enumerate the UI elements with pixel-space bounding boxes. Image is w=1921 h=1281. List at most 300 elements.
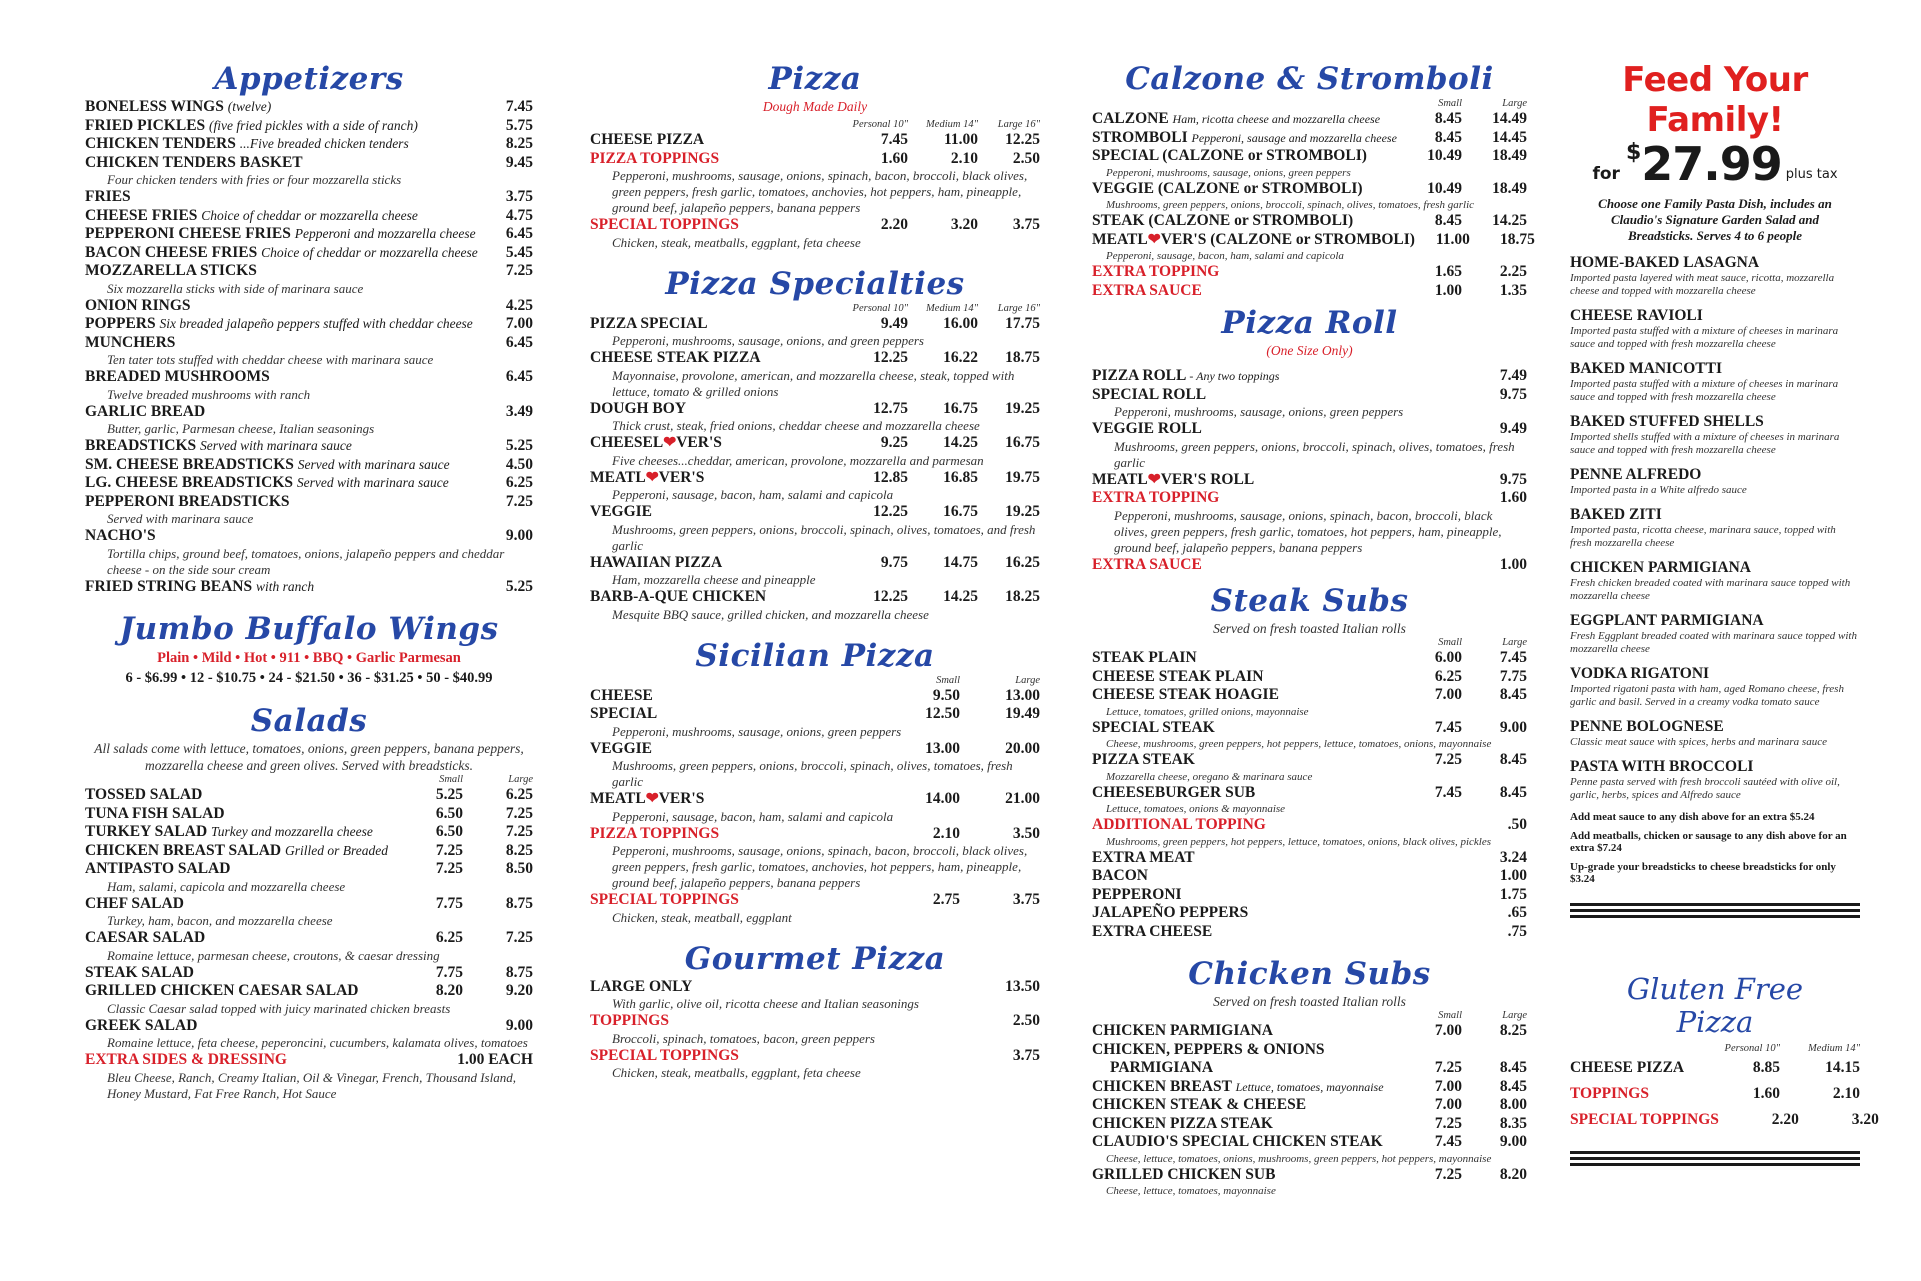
item-description: Ham, mozzarella cheese and pineapple	[612, 572, 816, 587]
family-dish-desc: Fresh Eggplant breaded coated with marinara sauce topped with mozzarella cheese	[1570, 630, 1857, 655]
item-name: GRILLED CHICKEN SUB	[1092, 1165, 1276, 1183]
item-price: 8.45	[1434, 110, 1462, 127]
item-note: (twelve)	[227, 99, 272, 114]
item-price: 12.25	[873, 349, 908, 366]
col-personal-label: Personal 10"	[852, 119, 908, 130]
item-price: 8.45	[1434, 128, 1462, 146]
item-price: 14.45	[1492, 128, 1527, 146]
family-dish	[1570, 559, 1860, 603]
menu-item-row	[1092, 686, 1527, 705]
family-dish	[1570, 254, 1860, 298]
item-price: 2.50	[1012, 1012, 1040, 1029]
menu-item-row	[1092, 1041, 1527, 1060]
item-note: Served with marinara sauce	[200, 438, 352, 453]
item-price: 12.25	[873, 503, 908, 520]
item-description: Mushrooms, green peppers, onions, broccoli, spinach, olives, tomatoes, and fresh garlic	[612, 521, 1036, 553]
item-name: TOSSED SALAD	[85, 786, 203, 803]
item-description: Chicken, steak, meatballs, eggplant, feta cheese	[612, 234, 861, 250]
item-name: PEPPERONI BREADSTICKS	[85, 492, 290, 510]
menu-item-row	[85, 860, 533, 879]
salad-extra-desc: Bleu Cheese, Ranch, Creamy Italian, Oil & Vinegar, French, Thousand Island, Honey Mustard, Fat Free Ranch, Hot Sauce	[107, 1069, 516, 1101]
item-price: 8.25	[505, 841, 533, 859]
item-price: 12.25	[873, 588, 908, 605]
item-name: EXTRA SAUCE	[1092, 281, 1202, 299]
item-description: Pepperoni, sausage, bacon, ham, salami and capicola	[612, 808, 894, 824]
menu-item-row	[1092, 719, 1527, 738]
item-description: Pepperoni, mushrooms, sausage, onions, green peppers	[1114, 404, 1404, 419]
item-price: 8.45	[1499, 1059, 1527, 1076]
item-name: CHEF SALAD	[85, 894, 184, 912]
col-large-label: Large 16"	[997, 302, 1040, 314]
menu-item-row	[1092, 784, 1527, 803]
menu-item-row	[1092, 1078, 1527, 1097]
item-price: .50	[1507, 816, 1527, 833]
item-price: 16.25	[1005, 553, 1040, 571]
family-extras	[1570, 811, 1860, 885]
item-name: VEGGIE ROLL	[1092, 420, 1202, 437]
item-price: 1.35	[1499, 281, 1527, 299]
item-name: CHICKEN TENDERS BASKET	[85, 153, 303, 171]
item-description: Lettuce, tomatoes, grilled onions, mayonnaise	[1106, 705, 1309, 718]
item-name: EXTRA MEAT	[1092, 848, 1195, 866]
menu-item-row	[85, 964, 533, 983]
item-description: Twelve breaded mushrooms with ranch	[107, 386, 311, 402]
item-price: 6.00	[1434, 649, 1462, 666]
item-price: 16.22	[943, 349, 978, 366]
item-name: MEATL❤VER'S	[590, 790, 705, 807]
item-name: ANTIPASTO SALAD	[85, 860, 231, 877]
item-price: 8.25	[505, 135, 533, 152]
col-medium-label: Medium 14"	[1808, 1043, 1860, 1054]
item-name: VEGGIE (CALZONE or STROMBOLI)	[1092, 179, 1363, 197]
item-price: 21.00	[1005, 790, 1040, 807]
divider-lines	[1570, 903, 1860, 919]
menu-item-row	[1092, 386, 1527, 405]
menu-item-row	[1092, 282, 1527, 301]
item-price: 2.20	[880, 216, 908, 233]
item-name: BONELESS WINGS (twelve)	[85, 98, 272, 115]
item-name: CHICKEN BREAST SALAD Grilled or Breaded	[85, 841, 388, 859]
item-name: LARGE ONLY	[590, 977, 693, 995]
item-price: 9.00	[505, 1016, 533, 1034]
family-dish-name: PASTA WITH BROCCOLI	[1570, 758, 1754, 775]
menu-item-row	[85, 244, 533, 263]
menu-item-row	[85, 403, 533, 422]
menu-item-row	[1092, 420, 1527, 439]
family-price-line	[1570, 137, 1860, 191]
col-medium-label: Medium 14"	[926, 119, 978, 130]
menu-item-row	[1092, 129, 1527, 148]
item-name: EXTRA TOPPING	[1092, 489, 1220, 506]
item-price: 14.15	[1825, 1059, 1860, 1076]
chicken-subs-subtitle: Served on fresh toasted Italian rolls	[1213, 994, 1406, 1009]
item-description: Tortilla chips, ground beef, tomatoes, onions, jalapeño peppers and cheddar cheese - on the side sour cream	[107, 545, 505, 577]
item-price: 3.75	[1012, 216, 1040, 233]
item-name: MUNCHERS	[85, 333, 176, 351]
menu-item-row	[1092, 110, 1527, 129]
item-price: 14.25	[943, 434, 978, 451]
item-name: PIZZA ROLL - Any two toppings	[1092, 367, 1280, 384]
item-name: SPECIAL STEAK	[1092, 718, 1215, 736]
item-price: 13.00	[1005, 686, 1040, 704]
item-name: CHEESEBURGER SUB	[1092, 783, 1256, 801]
item-name: PARMIGIANA	[1110, 1059, 1214, 1076]
family-dish-name: PENNE BOLOGNESE	[1570, 718, 1724, 735]
calzone-title: Calzone & Stromboli	[1125, 61, 1494, 97]
item-price: 19.75	[1005, 468, 1040, 486]
family-dish	[1570, 360, 1860, 404]
menu-item-row	[1570, 1107, 1879, 1133]
item-name: CAESAR SALAD	[85, 929, 206, 946]
item-description: Mushrooms, green peppers, onions, broccoli, spinach, olives, tomatoes, fresh garlic	[1114, 438, 1515, 470]
item-price: 11.00	[943, 131, 978, 148]
item-description: Served with marinara sauce	[107, 511, 254, 526]
family-list	[1570, 254, 1860, 802]
family-title: Feed Your Family!	[1622, 60, 1808, 140]
item-price: 5.25	[505, 577, 533, 595]
item-note: Pepperoni, sausage and mozzarella cheese	[1191, 130, 1397, 145]
item-price: 5.25	[435, 786, 463, 803]
heart-icon: ❤	[1147, 470, 1161, 488]
item-price: 3.49	[505, 402, 533, 420]
item-description: Turkey, ham, bacon, and mozzarella cheese	[107, 913, 333, 928]
item-name: TURKEY SALAD Turkey and mozzarella cheese	[85, 823, 373, 840]
item-name: CHICKEN BREAST Lettuce, tomatoes, mayonnaise	[1092, 1077, 1384, 1095]
menu-item-row	[1092, 263, 1527, 282]
col-large-label: Large 16"	[997, 119, 1040, 130]
item-price: 6.50	[435, 823, 463, 840]
item-price: 1.65	[1434, 263, 1462, 280]
item-price: 8.20	[435, 982, 463, 999]
item-price: 7.00	[1434, 1077, 1462, 1095]
appetizers-list	[85, 98, 533, 596]
family-extra-note: Add meatballs, chicken or sausage to any dish above for an extra $7.24	[1570, 830, 1847, 854]
menu-item-row	[1092, 849, 1527, 868]
menu-item-row	[1092, 649, 1527, 668]
item-price: 7.25	[505, 804, 533, 822]
menu-item-row	[1092, 212, 1527, 231]
col-small-label: Small	[936, 674, 960, 686]
item-price: 18.75	[1005, 349, 1040, 366]
roll-subtitle: (One Size Only)	[1266, 343, 1353, 358]
item-price: 19.49	[1005, 705, 1040, 722]
item-price: 1.60	[1499, 489, 1527, 506]
item-description: Cheese, lettuce, tomatoes, mayonnaise	[1106, 1185, 1276, 1197]
menu-item-row	[85, 474, 533, 493]
menu-item-row	[590, 554, 1040, 573]
item-name: VEGGIE	[590, 503, 653, 520]
menu-item-row	[85, 895, 533, 914]
item-price: 18.49	[1492, 147, 1527, 164]
family-dish-desc: Imported pasta layered with meat sauce, ricotta, mozzarella cheese and topped with mozzarella cheese	[1570, 272, 1835, 297]
item-description: Broccoli, spinach, tomatoes, bacon, green peppers	[612, 1030, 875, 1046]
item-description: Thick crust, steak, fried onions, cheddar cheese and mozzarella cheese	[612, 418, 980, 433]
item-name: ADDITIONAL TOPPING	[1092, 816, 1266, 833]
menu-item-row	[1092, 867, 1527, 886]
item-price: 10.49	[1427, 179, 1462, 197]
family-dish	[1570, 413, 1860, 457]
menu-item-row	[1092, 751, 1527, 770]
col-medium-label: Medium 14"	[926, 302, 978, 314]
family-dish-desc: Imported pasta, ricotta cheese, marinara sauce, topped with fresh mozzarella cheese	[1570, 524, 1836, 549]
sicilian-size-header	[590, 675, 1040, 687]
menu-item-row	[85, 437, 533, 456]
col-small-label: Small	[1438, 1010, 1462, 1021]
item-price: 7.49	[1499, 367, 1527, 384]
item-price: 2.20	[1771, 1111, 1799, 1128]
item-name: CALZONE Ham, ricotta cheese and mozzarella cheese	[1092, 110, 1381, 127]
item-price: 8.45	[1499, 783, 1527, 801]
item-price: 1.60	[1752, 1085, 1780, 1102]
item-price: 6.45	[505, 333, 533, 351]
item-name: CHEESE PIZZA	[1570, 1059, 1685, 1076]
salads-title: Salads	[250, 703, 368, 739]
item-price: 8.85	[1752, 1059, 1780, 1076]
menu-item-row	[1570, 1081, 1860, 1107]
item-name: PEPPERONI	[1092, 885, 1182, 903]
item-description: Classic Caesar salad topped with juicy marinated chicken breasts	[107, 1000, 451, 1016]
salad-extra-name: EXTRA SIDES & DRESSING	[85, 1051, 287, 1068]
heart-icon: ❤	[645, 468, 659, 486]
item-price: 9.00	[505, 527, 533, 544]
item-name: SPECIAL ROLL	[1092, 385, 1207, 403]
item-name: TOPPINGS	[1570, 1085, 1649, 1102]
item-price: 1.00	[1499, 867, 1527, 884]
item-note: ...Five breaded chicken tenders	[239, 136, 409, 151]
menu-item-row	[590, 1012, 1040, 1031]
item-description: Mushrooms, green peppers, onions, broccoli, spinach, olives, tomatoes, fresh garlic	[1106, 199, 1475, 211]
item-description: Butter, garlic, Parmesan cheese, Italian seasonings	[107, 421, 375, 436]
item-price: 8.45	[1499, 686, 1527, 703]
item-name: GARLIC BREAD	[85, 402, 206, 420]
item-price: 8.50	[505, 860, 533, 877]
item-price: 1.00	[1499, 555, 1527, 573]
menu-item-row	[85, 805, 533, 824]
item-price: 18.25	[1005, 588, 1040, 605]
col-personal-label: Personal 10"	[1724, 1043, 1780, 1054]
item-description: Six mozzarella sticks with side of marinara sauce	[107, 280, 364, 296]
item-description: Five cheeses...cheddar, american, provolone, mozzarella and parmesan	[612, 452, 984, 468]
menu-item-row	[590, 150, 1040, 169]
item-description: Mozzarella cheese, oregano & marinara sauce	[1106, 770, 1313, 783]
menu-item-row	[85, 982, 533, 1001]
item-name: PIZZA STEAK	[1092, 751, 1195, 768]
item-name: GRILLED CHICKEN CAESAR SALAD	[85, 982, 359, 999]
item-price: 10.49	[1427, 147, 1462, 164]
menu-item-row	[590, 315, 1040, 334]
item-price: 3.75	[505, 188, 533, 205]
item-name: SPECIAL TOPPINGS	[590, 1046, 739, 1064]
salads-subtitle: All salads come with lettuce, tomatoes, onions, green peppers, banana peppers, mozzarella cheese and green olives. Served with breadsticks.	[94, 741, 524, 773]
item-price: 14.49	[1492, 110, 1527, 127]
item-name: SPECIAL	[590, 705, 658, 722]
item-name: VEGGIE	[590, 739, 653, 757]
item-price: 6.25	[505, 474, 533, 491]
steak-subs-size-header	[1092, 637, 1527, 649]
chicken-subs-size-header	[1092, 1010, 1527, 1022]
family-dish-desc: Penne pasta served with fresh broccoli sautéed with olive oil, garlic, herbs, spices and Alfredo sauce	[1570, 776, 1840, 801]
item-name: EXTRA CHEESE	[1092, 922, 1213, 940]
menu-item-row	[1570, 1055, 1860, 1081]
item-description: Chicken, steak, meatballs, eggplant, feta cheese	[612, 1065, 861, 1080]
family-dish	[1570, 758, 1860, 802]
item-description: Cheese, lettuce, tomatoes, onions, mushrooms, green peppers, hot peppers, mayonnaise	[1106, 1152, 1492, 1165]
item-price: 9.49	[1499, 420, 1527, 437]
item-note: Choice of cheddar or mozzarella cheese	[261, 244, 478, 260]
wings-flavors: Plain • Mild • Hot • 911 • BBQ • Garlic Parmesan	[157, 650, 461, 666]
family-dish-name: BAKED ZITI	[1570, 506, 1662, 523]
item-price: 1.00	[1434, 281, 1462, 299]
item-name: FRIED STRING BEANS with ranch	[85, 577, 315, 595]
item-price: 6.25	[505, 786, 533, 803]
family-dish	[1570, 307, 1860, 351]
family-dish	[1570, 466, 1860, 497]
item-price: 16.75	[943, 399, 978, 417]
menu-item-row	[590, 825, 1040, 844]
family-dish	[1570, 506, 1860, 550]
wings-title: Jumbo Buffalo Wings	[119, 611, 499, 647]
item-description: Cheese, mushrooms, green peppers, hot peppers, lettuce, tomatoes, onions, mayonnaise	[1106, 738, 1492, 750]
steak-subs-list	[1092, 649, 1527, 941]
item-price: 2.10	[932, 824, 960, 842]
roll-title: Pizza Roll	[1221, 305, 1398, 341]
item-note: Pepperoni and mozzarella cheese	[294, 226, 476, 241]
column-4	[1570, 60, 1879, 1185]
col-large-label: Large	[508, 774, 533, 785]
calzone-size-header	[1092, 98, 1527, 110]
item-price: 12.75	[873, 399, 908, 417]
item-price: 7.00	[1434, 686, 1462, 703]
item-name: PIZZA TOPPINGS	[590, 824, 720, 842]
pizza-title: Pizza	[768, 61, 862, 97]
menu-item-row	[590, 349, 1040, 368]
item-name: JALAPEÑO PEPPERS	[1092, 904, 1249, 921]
col-small-label: Small	[439, 774, 463, 785]
item-price: .75	[1507, 922, 1527, 940]
item-price: 7.45	[880, 131, 908, 148]
item-description: Romaine lettuce, parmesan cheese, croutons, & caesar dressing	[107, 947, 440, 963]
item-description: Chicken, steak, meatball, eggplant	[612, 909, 792, 925]
menu-item-row	[85, 786, 533, 805]
menu-item-row	[590, 400, 1040, 419]
menu-item-row	[590, 1047, 1040, 1066]
item-name: TUNA FISH SALAD	[85, 804, 225, 822]
item-price: 9.00	[1499, 1133, 1527, 1150]
menu-item-row	[590, 891, 1040, 910]
menu-item-row	[85, 225, 533, 244]
item-price: 7.25	[1434, 1114, 1462, 1132]
menu-item-row	[85, 578, 533, 597]
heart-icon: ❤	[663, 434, 677, 451]
item-price: 7.25	[505, 929, 533, 946]
item-price: 19.25	[1005, 399, 1040, 417]
family-dish-name: PENNE ALFREDO	[1570, 466, 1702, 483]
menu-item-row	[1092, 1133, 1527, 1152]
item-price: 7.25	[1434, 751, 1462, 768]
item-description: Four chicken tenders with fries or four mozzarella sticks	[107, 172, 402, 187]
item-price: 7.00	[505, 315, 533, 332]
item-price: 7.00	[1434, 1096, 1462, 1113]
menu-item-row	[1092, 230, 1535, 250]
calzone-list	[1092, 110, 1535, 300]
item-name: MOZZARELLA STICKS	[85, 262, 257, 279]
item-name: CHEESE PIZZA	[590, 131, 705, 148]
family-dish-desc: Classic meat sauce with spices, herbs and marinara sauce	[1570, 736, 1827, 748]
item-description: Pepperoni, mushrooms, sausage, onions, and green peppers	[612, 333, 924, 348]
family-dish-name: CHEESE RAVIOLI	[1570, 307, 1703, 324]
menu-item-row	[1092, 367, 1527, 386]
item-price: 8.75	[505, 963, 533, 981]
item-price: 9.75	[880, 553, 908, 571]
item-price: 7.75	[435, 894, 463, 912]
item-name: FRIES	[85, 188, 131, 205]
item-price: 7.45	[1434, 783, 1462, 801]
family-dish-desc: Imported pasta stuffed with a mixture of cheeses in marinara sauce and topped with fresh mozzarella cheese	[1570, 378, 1839, 403]
item-description: Pepperoni, mushrooms, sausage, onions, spinach, bacon, broccoli, black olives, green peppers, fresh garlic, tomatoes, anchovies, hot peppers, ham, pineapple, ground beef, jalapeño peppers, banana peppers	[612, 168, 1028, 215]
family-tax: plus tax	[1785, 167, 1838, 182]
menu-item-row	[1092, 556, 1527, 575]
item-price: 2.50	[1012, 149, 1040, 167]
item-note: - Any two toppings	[1189, 369, 1280, 383]
menu-item-row	[85, 315, 533, 334]
menu-item-row	[1092, 147, 1527, 166]
item-price: 3.20	[950, 216, 978, 233]
item-name: CHICKEN, PEPPERS & ONIONS	[1092, 1040, 1325, 1058]
col-personal-label: Personal 10"	[852, 302, 908, 314]
item-price: 9.45	[505, 153, 533, 171]
item-name: STEAK PLAIN	[1092, 649, 1197, 666]
item-description: Pepperoni, mushrooms, sausage, onions, spinach, bacon, broccoli, black olives, green peppers, fresh garlic, tomatoes, hot peppers, ham, pineapple, ground beef, jalapeño peppers, banana peppers	[1114, 507, 1502, 555]
roll-list	[1092, 367, 1527, 574]
gluten-free-title-line1: Gluten Free	[1626, 972, 1804, 1006]
item-name: SM. CHEESE BREADSTICKS Served with marinara sauce	[85, 455, 450, 473]
item-price: 1.60	[880, 149, 908, 167]
item-price: 7.25	[505, 492, 533, 510]
column-1	[85, 60, 533, 1102]
item-name: SPECIAL TOPPINGS	[1570, 1111, 1719, 1128]
menu-item-row	[85, 98, 533, 117]
item-name: CHICKEN PIZZA STEAK	[1092, 1114, 1273, 1132]
menu-item-row	[1092, 816, 1527, 835]
item-name: BREADED MUSHROOMS	[85, 368, 270, 385]
menu-item-row	[590, 978, 1040, 997]
salad-extra-row	[85, 1051, 533, 1070]
chicken-subs-title: Chicken Subs	[1188, 956, 1431, 992]
item-price: 8.75	[505, 894, 533, 912]
steak-subs-subtitle: Served on fresh toasted Italian rolls	[1213, 621, 1406, 636]
item-name: BACON	[1092, 867, 1148, 884]
item-price: 18.75	[1500, 230, 1535, 248]
item-description: Romaine lettuce, feta cheese, peperoncini, cucumbers, kalamata olives, tomatoes	[107, 1035, 528, 1050]
family-dish-name: CHICKEN PARMIGIANA	[1570, 559, 1751, 576]
menu-item-row	[1092, 1022, 1527, 1041]
gourmet-title: Gourmet Pizza	[684, 940, 946, 977]
item-price: 7.25	[435, 860, 463, 877]
item-price: 8.20	[1499, 1165, 1527, 1183]
item-price: 12.85	[873, 468, 908, 486]
item-price: 16.75	[943, 503, 978, 520]
menu-item-row	[590, 790, 1040, 809]
item-name: BREADSTICKS Served with marinara sauce	[85, 437, 352, 454]
item-price: 4.50	[505, 455, 533, 473]
item-price: 6.25	[435, 929, 463, 946]
item-price: 3.75	[1012, 891, 1040, 908]
family-for: for	[1592, 164, 1620, 184]
item-price: 5.75	[505, 116, 533, 134]
steak-subs-title: Steak Subs	[1210, 583, 1409, 619]
item-price: 7.25	[435, 841, 463, 859]
menu-item-row	[1092, 1059, 1527, 1078]
